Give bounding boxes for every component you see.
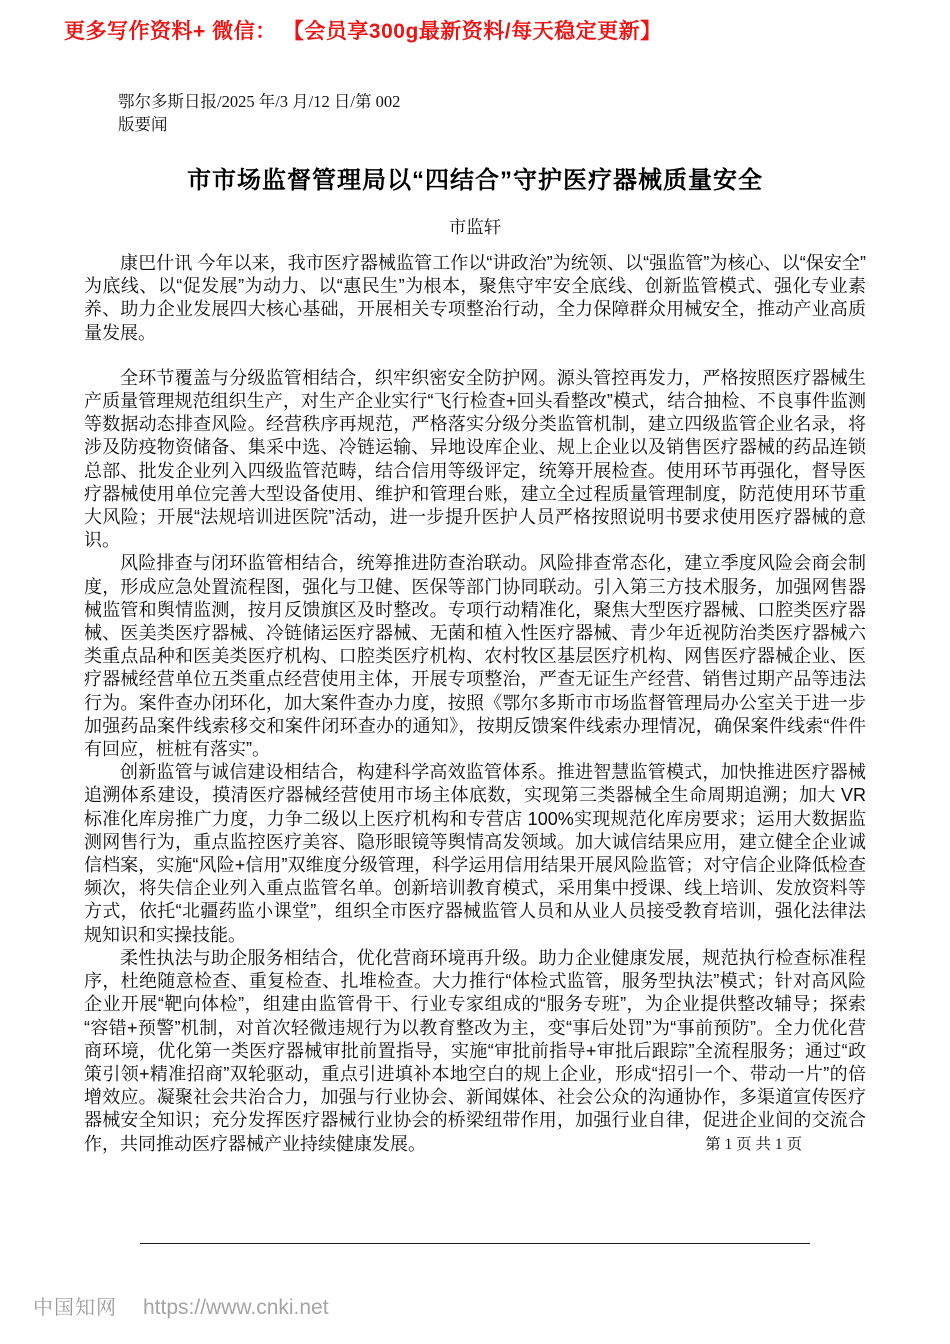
article-paragraph: 柔性执法与助企服务相结合，优化营商环境再升级。助力企业健康发展，规范执行检查标准程序，杜绝随意检查、重复检查、扎堆检查。大力推行“体检式监管，服务型执法”模式；针对高风险企业开展“靶向体检”，组建由监管骨干、行业专家组成的“服务专班”，为企业提供整改辅导；探索“容错+预警”机制，对首次轻微违规行为以教育整改为主，变“事后处罚”为“事前预防”。全力优化营商环境，优化第一类医疗器械审批前置指导，实施“审批前指导+审批后跟踪”全流程服务；通过“政策引领+精准招商”双轮驱动，重点引进填补本地空白的规上企业，形成“招引一个、带动一片”的倍增效应。凝聚社会共治合力，加强与行业协会、新闻媒体、社会公众的沟通协作，多渠道宣传医疗器械安全知识；充分发挥医疗器械行业协会的桥梁纽带作用，加强行业自律，促进企业间的交流合作，共同推动医疗器械产业持续健康发展。 xyxy=(84,947,866,1154)
cnki-url-link[interactable]: https://www.cnki.net xyxy=(143,1296,329,1319)
article-paragraph: 创新监管与诚信建设相结合，构建科学高效监管体系。推进智慧监管模式，加快推进医疗器械追溯体系建设，摸清医疗器械经营使用市场主体底数，实现第三类器械全生命周期追溯；加大 VR 标准化库房推广力度，力争二级以上医疗机构和专营店 100%实现规范化库房要求；运用大数据监测网售行为，重点监控医疗美容、隐形眼镜等舆情高发领域。加大诚信结果应用，建立健全企业诚信档案，实施“风险+信用”双维度分级管理，科学运用信用结果开展风险监管；对守信企业降低检查频次，将失信企业列入重点监管名单。创新培训教育模式，采用集中授课、线上培训、发放资料等方式，依托“北疆药监小课堂”，组织全市医疗器械监管人员和从业人员接受教育培训，强化法律法规知识和实操技能。 xyxy=(84,762,866,945)
source-header-line1: 鄂尔多斯日报/2025 年/3 月/12 日/第 002 xyxy=(118,92,401,111)
article-paragraph: 全环节覆盖与分级监管相结合，织牢织密安全防护网。源头管控再发力，严格按照医疗器械生产质量管理规范组织生产，对生产企业实行“飞行检查+回头看整改”模式，结合抽检、不良事件监测等数据动态排查风险。经营秩序再规范，严格落实分级分类监管机制，建立四级监管企业名录，将涉及防疫物资储备、集采中选、冷链运输、异地设库企业、规上企业以及销售医疗器械的药品连锁总部、批发企业列入四级监管范畴，结合信用等级评定，统筹开展检查。使用环节再强化，督导医疗器械使用单位完善大型设备使用、维护和管理台账，建立全过程质量管理制度，防范使用环节重大风险；开展“法规培训进医院”活动，进一步提升医护人员严格按照说明书要求使用医疗器械的意识。 xyxy=(84,367,866,551)
article-paragraph: 康巴什讯 今年以来，我市医疗器械监管工作以“讲政治”为统领、以“强监管”为核心、以“保安全”为底线、以“促发展”为动力、以“惠民生”为根本，聚焦守牢安全底线、创新监管模式、强化专业素养、助力企业发展四大核心基础，开展相关专项整治行动，全力保障群众用械安全，推动产业高质量发展。 xyxy=(84,253,866,343)
footer-divider xyxy=(140,1243,810,1244)
source-header-line2: 版要闻 xyxy=(118,115,168,134)
article-author: 市监轩 xyxy=(448,217,502,237)
promo-banner-text: 更多写作资料+ 微信： 【会员享300g最新资料/每天稳定更新】 xyxy=(64,20,662,43)
cnki-logo-text: 中国知网 xyxy=(33,1297,117,1319)
article-body xyxy=(84,252,866,1156)
page-number-label: 第 1 页 共 1 页 xyxy=(705,1136,802,1153)
cnki-watermark xyxy=(33,1291,329,1320)
source-header xyxy=(118,90,538,136)
article-paragraph: 风险排查与闭环监管相结合，统筹推进防查治联动。风险排查常态化，建立季度风险会商会制度，形成应急处置流程图，强化与卫健、医保等部门协同联动。引入第三方技术服务，加强网售器械监管和舆情监测，按月反馈旗区及时整改。专项行动精准化，聚焦大型医疗器械、口腔类医疗器械、医美类医疗器械、冷链储运医疗器械、无菌和植入性医疗器械、青少年近视防治类医疗器械六类重点品种和医美类医疗机构、口腔类医疗机构、农村牧区基层医疗机构、网售医疗器械企业、医疗器械经营单位五类重点经营使用主体，开展专项整治，严查无证生产经营、销售过期产品等违法行为。案件查办闭环化，加大案件查办力度，按照《鄂尔多斯市市场监督管理局办公室关于进一步加强药品案件线索移交和案件闭环查办的通知》，按期反馈案件线索办理情况，确保案件线索“件件有回应，桩桩有落实”。 xyxy=(84,553,866,760)
article-title: 市市场监督管理局以“四结合”守护医疗器械质量安全 xyxy=(187,167,763,194)
